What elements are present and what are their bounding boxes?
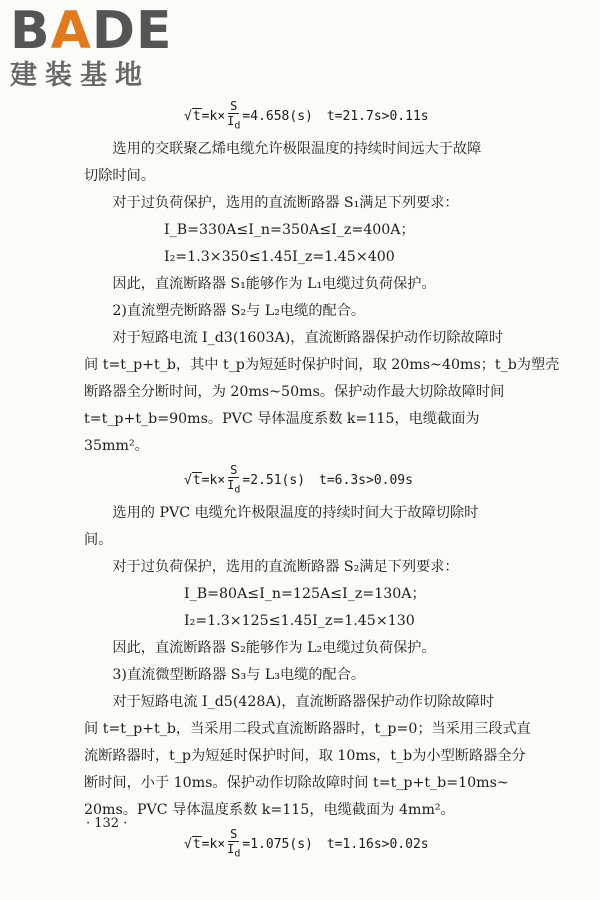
text-line: 间 t=t_p+t_b，当采用二段式直流断路器时，t_p=0；当采用三段式直 bbox=[84, 721, 531, 737]
text-line: 断时间，小于 10ms。保护动作切除故障时间 t=t_p+t_b=10ms~ bbox=[84, 775, 509, 791]
text-line: I₂=1.3×350≤1.45I_z=1.45×400 bbox=[164, 249, 395, 265]
logo-wordmark: BADE bbox=[10, 1, 173, 61]
text-line: 选用的 PVC 电缆允许极限温度的持续时间大于故障切除时 bbox=[112, 505, 479, 521]
text-line: 断路器全分断时间，为 20ms~50ms。保护动作最大切除故障时间 bbox=[84, 384, 505, 400]
page-body bbox=[84, 96, 560, 864]
text-line: I_B=80A≤I_n=125A≤I_z=130A； bbox=[184, 586, 426, 602]
text-line: 20ms。PVC 导体温度系数 k=115，电缆截面为 4mm²。 bbox=[84, 802, 455, 818]
text-line: 3)直流微型断路器 S₃与 L₃电缆的配合。 bbox=[112, 667, 366, 683]
logo-subtitle: 建装基地 bbox=[10, 60, 150, 91]
text-line: 因此，直流断路器 S₂能够作为 L₂电缆过负荷保护。 bbox=[112, 640, 436, 656]
text-line: 切除时间。 bbox=[84, 168, 155, 184]
text-line: 35mm²。 bbox=[84, 438, 149, 454]
formula-1: √t = k × $\frac{S}{I_d}$ =4.658(s) t=21.7s>0.11s bbox=[184, 98, 429, 132]
page-number: · 132 · bbox=[86, 816, 128, 831]
text-line: 因此，直流断路器 S₁能够作为 L₁电缆过负荷保护。 bbox=[112, 276, 436, 292]
text-line: 间。 bbox=[84, 532, 113, 548]
text-line: 对于过负荷保护，选用的直流断路器 S₁满足下列要求： bbox=[112, 195, 459, 211]
text-line: 对于短路电流 I_d5(428A)，直流断路器保护动作切除故障时 bbox=[112, 694, 495, 710]
text-line: 选用的交联聚乙烯电缆允许极限温度的持续时间远大于故障 bbox=[112, 141, 482, 157]
text-line: 流断路器时，t_p为短延时保护时间，取 10ms，t_b为小型断路器全分 bbox=[84, 748, 526, 764]
text-line: I₂=1.3×125≤1.45I_z=1.45×130 bbox=[184, 613, 415, 629]
text-line: 2)直流塑壳断路器 S₂与 L₂电缆的配合。 bbox=[112, 303, 366, 319]
text-line: 对于过负荷保护，选用的直流断路器 S₂满足下列要求： bbox=[112, 559, 459, 575]
text-line: I_B=330A≤I_n=350A≤I_z=400A； bbox=[164, 222, 415, 238]
text-line: 对于短路电流 I_d3(1603A)，直流断路器保护动作切除故障时 bbox=[112, 330, 504, 346]
formula-2: √t = k × $\frac{S}{I_d}$ =2.51(s) t=6.3s>0.09s bbox=[184, 462, 413, 496]
bade-logo bbox=[6, 1, 176, 91]
text-line: 间 t=t_p+t_b，其中 t_p为短延时保护时间，取 20ms~40ms；t_b为塑壳 bbox=[84, 357, 560, 373]
text-line: t=t_p+t_b=90ms。PVC 导体温度系数 k=115，电缆截面为 bbox=[84, 411, 480, 427]
formula-3: √t = k × $\frac{S}{I_d}$ =1.075(s) t=1.16s>0.02s bbox=[184, 826, 429, 860]
